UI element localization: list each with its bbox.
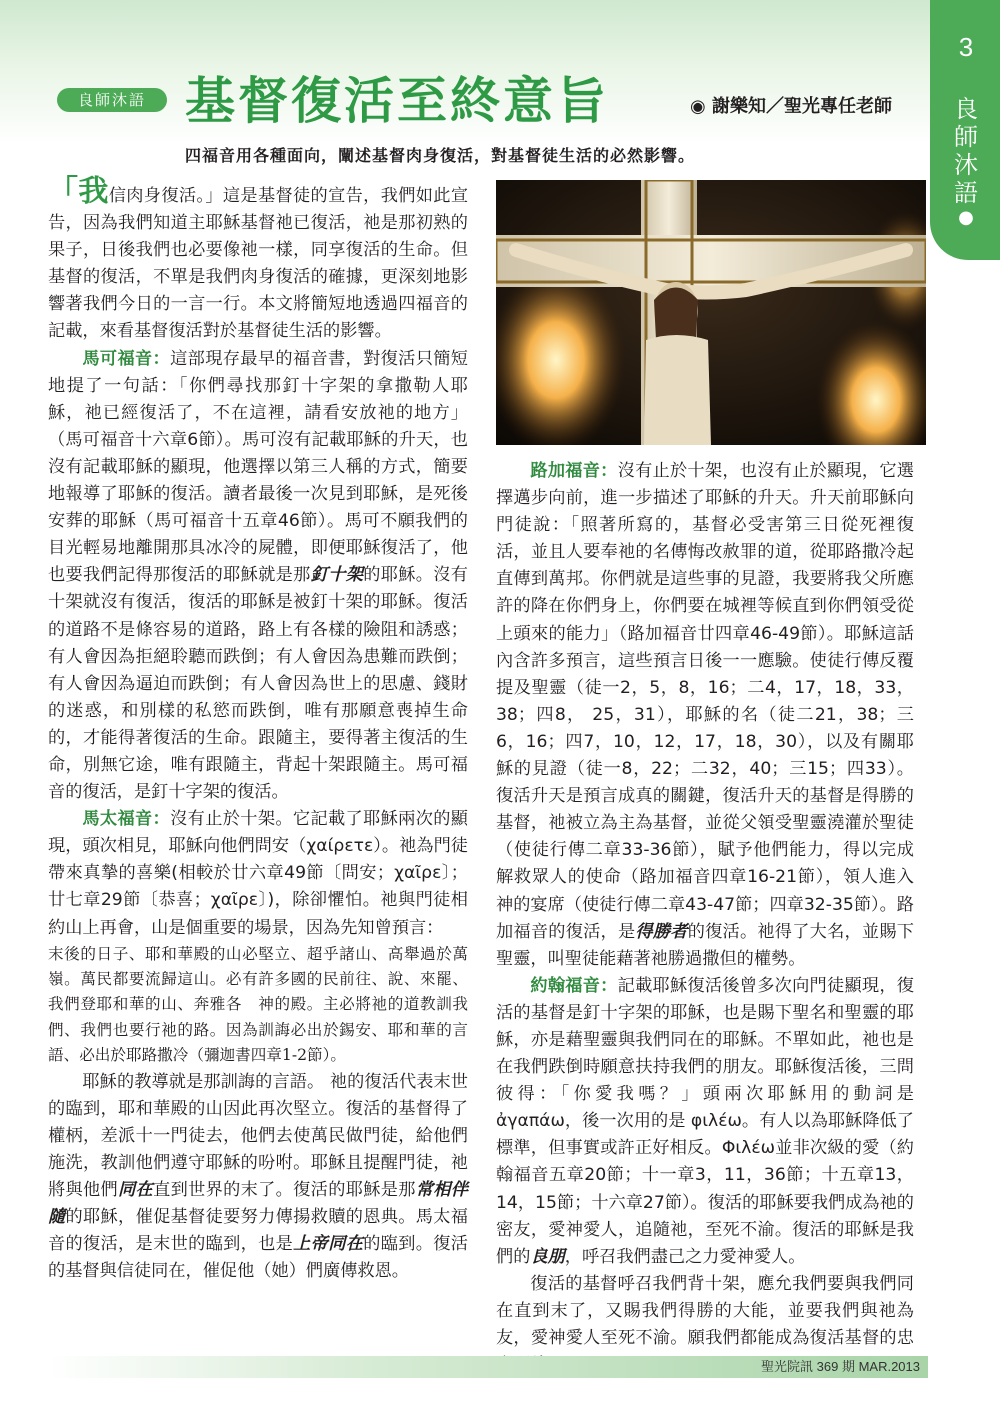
side-char: 語 bbox=[954, 179, 978, 207]
mark-heading: 馬可福音： bbox=[82, 348, 171, 369]
intro-paragraph bbox=[48, 174, 469, 346]
mark-text-2: 的耶穌。沒有十架就沒有復活，復活的耶穌是被釘十架的耶穌。復活的道路不是條容易的道路，路上有各樣的險阻和誘惑；有人會因為拒絕聆聽而跌倒；有人會因為患難而跌倒；有人會因為逼迫而跌倒；有人會因為世上的思慮、錢財的迷惑，和別樣的私慾而跌倒，唯有那願意喪掉生命的，才能得著復活的生命。跟隨主，要得著主復活的生命，別無它途，唯有跟隨主，背起十架跟隨主。馬可福音的復活，是釘十字架的復活。 bbox=[48, 565, 468, 803]
side-char: 師 bbox=[954, 123, 978, 151]
luke-paragraph bbox=[496, 458, 914, 973]
page-number: 3 bbox=[958, 32, 974, 62]
john-text-1: 記載耶穌復活後曾多次向門徒顯現，復活的基督是釘十字架的耶穌，也是賜下聖名和聖靈的耶穌，亦是藉聖靈與我們同在的耶穌。不單如此，祂也是在我們跌倒時願意扶持我們的朋友。耶穌復活後，三問彼得：「你愛我嗎？」頭兩次耶穌用的動詞是 ἀγαπάω，後一次用的是 φιλέω。有人以為耶穌降低了標準，但事實或許正好相反。Φιλέω並非次級的愛（約翰福音五章20節；十一章3，11，36節；十五章13，14，15節；十六章27節）。復活的耶穌要我們成為祂的密友，愛神愛人，追隨祂，至死不渝。復活的耶穌是我們的 bbox=[496, 975, 914, 1267]
right-column bbox=[496, 458, 914, 1379]
micah-quote: 末後的日子、耶和華殿的山必堅立、超乎諸山、高舉過於萬嶺。萬民都要流歸這山。必有許多國的民前往、說、來罷、我們登耶和華的山、奔雅各 神的殿。主必將祂的道教訓我們、我們也要行祂的路。因為訓誨必出於錫安、耶和華的言語、必出於耶路撒冷（彌迦書四章1-2節）。 bbox=[48, 944, 468, 1065]
crucifix-icon bbox=[496, 180, 926, 445]
john-emphasis: 良朋 bbox=[530, 1246, 565, 1267]
luke-text-1: 沒有止於十架，也沒有止於顯現，它選擇邁步向前，進一步描述了耶穌的升天。升天前耶穌向門徒說：「照著所寫的，基督必受害第三日從死裡復活，並且人要奉祂的名傳悔改赦罪的道，從耶路撒冷起直傳到萬邦。你們就是這些事的見證，我要將我父所應許的降在你們身上，你們要在城裡等候直到你們領受從上頭來的能力」（路加福音廿四章46-49節）。耶穌這話內含許多預言，這些預言日後一一應驗。使徒行傳反覆提及聖靈（徒一2，5，8，16；二4，17，18，33，38；四8， 25，31），耶穌的名（徒二21，38；三6，16；四7，10，12，17，18，30），以及有關耶穌的見證（徒一8，22；二32，40；三15；四33）。復活升天是預言成真的關鍵，復活升天的基督是得勝的基督，祂被立為主為基督，並從父領受聖靈澆灌於聖徒（使徒行傳二章33-36節），賦予他們能力，得以完成解救眾人的使命（路加福音四章16-21節），領人進入神的宴席（使徒行傳二章43-47節；四章32-35節）。路加福音的復活，是 bbox=[496, 461, 914, 942]
drop-cap: 我 bbox=[78, 174, 109, 209]
side-column-name bbox=[944, 95, 988, 229]
article-subtitle: 四福音用各種面向，闡述基督肉身復活，對基督徒生活的必然影響。 bbox=[185, 146, 696, 165]
mark-emphasis: 釘十架 bbox=[310, 565, 364, 586]
crucifix-photo bbox=[496, 180, 926, 445]
closing-paragraph: 復活的基督呼召我們背十架，應允我們要與我們同在直到末了，又賜我們得勝的大能，並要我們與祂為友，愛神愛人至死不渝。願我們都能成為復活基督的忠 bbox=[496, 1273, 914, 1348]
luke-heading: 路加福音： bbox=[530, 461, 618, 481]
matthew-paragraph bbox=[48, 806, 468, 941]
footer-issue: 聖光院訊 369 期 MAR.2013 bbox=[761, 1359, 920, 1374]
matthew-paragraph-2 bbox=[48, 1069, 468, 1286]
side-char: 沐 bbox=[954, 151, 978, 179]
john-text-2: ，呼召我們盡己之力愛神愛人。 bbox=[564, 1246, 806, 1267]
side-dot: ● bbox=[958, 207, 974, 228]
column-badge: 良師沐語 bbox=[57, 88, 167, 112]
matthew-text-d: 的臨到。復活的基督與信徒同在，催促他（她）們廣傳救恩。 bbox=[48, 1234, 468, 1282]
luke-emphasis: 得勝者 bbox=[635, 921, 688, 942]
matthew-emphasis-1: 同在 bbox=[118, 1180, 154, 1201]
left-column bbox=[48, 174, 469, 1285]
matthew-text-a: 耶穌的教導就是那訓誨的言語。 祂的復活代表末世的臨到，耶和華殿的山因此再次堅立。復活的基督得了權柄，差派十一門徒去，他們去使萬民做門徒，給他們施洗，教訓他們遵守耶穌的吩咐。耶穌且提醒門徒，祂將與他們 bbox=[48, 1071, 468, 1201]
luke-text-2: 的復活。祂得了大名，並賜下聖靈，叫聖徒能藉著祂勝過撒但的權勢。 bbox=[496, 921, 914, 969]
matthew-text-b: 直到世界的末了。復活的耶穌是那 bbox=[153, 1180, 416, 1201]
mark-paragraph bbox=[48, 346, 468, 807]
matthew-emphasis-3: 上帝同在 bbox=[293, 1234, 364, 1255]
intro-text: 信肉身復活。」這是基督徒的宣告，我們如此宣告，因為我們知道主耶穌基督祂已復活，祂是那初熟的果子，日後我們也必要像祂一樣，同享復活的生命。但基督的復活，不單是我們肉身復活的確據，更深刻地影響著我們今日的一言一行。本文將簡短地透過四福音的記載，來看基督復活對於基督徒生活的影響。 bbox=[48, 186, 469, 342]
side-char: 良 bbox=[954, 95, 978, 123]
matthew-text-c: 的耶穌，催促基督徒要努力傳揚救贖的恩典。馬太福音的復活，是末世的臨到，也是 bbox=[48, 1207, 468, 1255]
quote-open: 「 bbox=[48, 174, 79, 209]
john-heading: 約翰福音： bbox=[530, 975, 618, 996]
article-title: 基督復活至終意旨 bbox=[185, 72, 609, 130]
author-line: ◉ 謝樂知／聖光專任老師 bbox=[690, 96, 892, 117]
matthew-emphasis-2: 常相伴隨 bbox=[48, 1180, 468, 1228]
matthew-heading: 馬太福音： bbox=[82, 809, 171, 830]
mark-text-1: 這部現存最早的福音書，對復活只簡短地提了一句話：「你們尋找那釘十字架的拿撒勒人耶穌，祂已經復活了，不在這裡，請看安放祂的地方」（馬可福音十六章6節）。馬可沒有記載耶穌的升天，也沒有記載耶穌的顯現，他選擇以第三人稱的方式，簡要地報導了耶穌的復活。讀者最後一次見到耶穌，是死後安葬的耶穌（馬可福音十五章46節）。馬可不願我們的目光輕易地離開那具冰冷的屍體，即便耶穌復活了，他也要我們記得那復活的耶穌就是那 bbox=[48, 348, 468, 586]
john-paragraph bbox=[496, 973, 914, 1271]
matthew-text: 沒有止於十架。它記載了耶穌兩次的顯現，頭次相見，耶穌向他們問安（χαίρετε）。祂為門徒帶來真摯的喜樂(相較於廿六章49節〔問安；χαῖρε〕；廿七章29節〔恭喜；χαῖρε〕)，除卻懼怕。祂與門徒相約山上再會，山是個重要的場景，因為先知曾預言： bbox=[48, 809, 468, 938]
